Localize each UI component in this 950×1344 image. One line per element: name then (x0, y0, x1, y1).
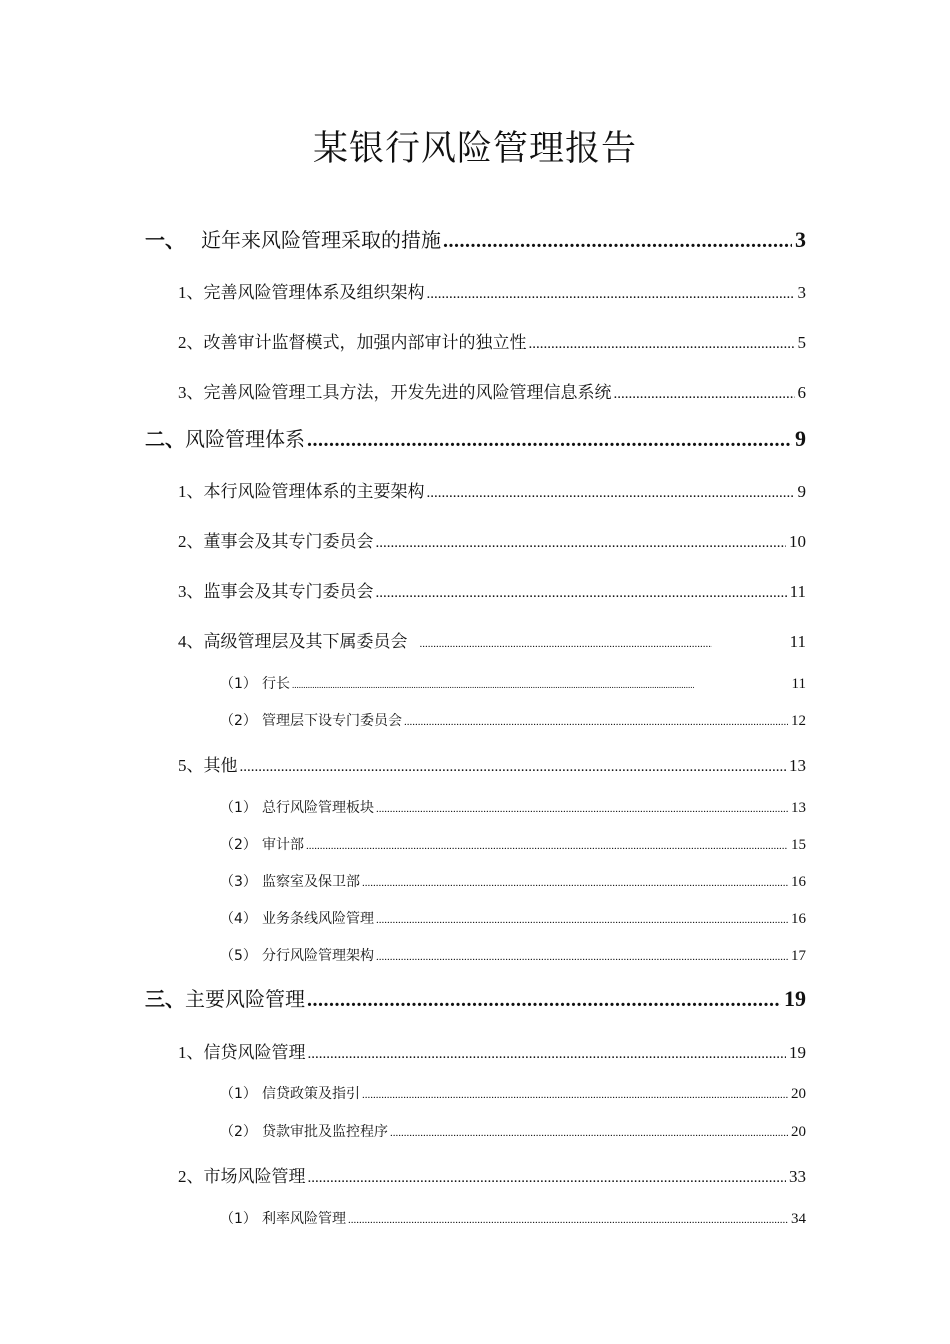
toc-entry-3-1-2[interactable] (220, 1121, 806, 1141)
toc-leader-dots (614, 386, 795, 403)
toc-leader-dots (240, 759, 787, 776)
toc-entry-2[interactable] (145, 423, 806, 452)
toc-leader-dots (376, 914, 788, 926)
toc-leader-dots (427, 485, 795, 502)
toc-entry-label: 董事会及其专门委员会 (203, 532, 374, 552)
toc-leader-dots (427, 286, 795, 303)
toc-entry-label: 行长 (262, 676, 290, 692)
toc-entry-2-5[interactable] (178, 751, 806, 776)
toc-entry-page: 20 (791, 1086, 806, 1102)
toc-entry-3-1-1[interactable] (220, 1083, 806, 1103)
toc-entry-number: （1） (220, 800, 257, 816)
toc-entry-number: 三、 (145, 987, 185, 1011)
toc-entry-page: 16 (791, 911, 806, 927)
toc-entry-2-4-1[interactable] (220, 673, 806, 693)
toc-entry-2-2[interactable] (178, 527, 806, 552)
toc-entry-label: 分行风险管理架构 (262, 948, 374, 964)
toc-entry-number: （3） (220, 874, 257, 890)
toc-leader-dots (376, 585, 787, 602)
toc-entry-page: 19 (789, 1043, 806, 1062)
toc-entry-3[interactable] (145, 983, 806, 1012)
toc-entry-label: 风险管理体系 (185, 427, 305, 451)
toc-entry-3-1[interactable] (178, 1038, 806, 1063)
toc-entry-label: 利率风险管理 (262, 1211, 346, 1227)
toc-leader-dots (376, 951, 788, 963)
toc-entry-page: 5 (797, 333, 806, 352)
toc-entry-2-4-2[interactable] (220, 710, 806, 730)
toc-leader-dots (307, 429, 792, 452)
toc-entry-label: 完善风险管理体系及组织架构 (203, 283, 425, 303)
toc-entry-number: 2、 (178, 1167, 204, 1186)
toc-leader-dots (308, 1046, 787, 1063)
toc-entry-page: 9 (797, 482, 806, 501)
toc-entry-label: 完善风险管理工具方法，开发先进的风险管理信息系统 (203, 383, 612, 403)
toc-leader-dots (348, 1214, 788, 1226)
toc-entry-page: 11 (791, 676, 806, 692)
toc-entry-number: （1） (220, 1086, 257, 1102)
toc-entry-page: 15 (791, 837, 806, 853)
toc-entry-number: 1、 (178, 1043, 204, 1062)
toc-entry-page: 20 (791, 1124, 806, 1140)
toc-entry-2-5-2[interactable] (220, 834, 806, 854)
toc-entry-label: 本行风险管理体系的主要架构 (203, 482, 425, 502)
toc-entry-page: 11 (789, 582, 806, 601)
toc-entry-2-3[interactable] (178, 577, 806, 602)
toc-entry-number: 4、 (178, 632, 204, 651)
toc-entry-label: 主要风险管理 (185, 987, 305, 1011)
toc-entry-1-2[interactable] (178, 328, 806, 353)
toc-entry-label: 改善审计监督模式，加强内部审计的独立性 (203, 333, 527, 353)
toc-entry-page: 6 (797, 383, 806, 402)
toc-entry-number: 3、 (178, 383, 204, 402)
toc-entry-label: 近年来风险管理采取的措施 (201, 228, 441, 252)
toc-entry-2-5-5[interactable] (220, 945, 806, 965)
toc-entry-page: 34 (791, 1211, 806, 1227)
toc-leader-dots (443, 230, 792, 253)
toc-entry-label: 信贷政策及指引 (262, 1086, 360, 1102)
toc-entry-number: （2） (220, 837, 257, 853)
toc-leader-dots (362, 1089, 788, 1101)
toc-entry-label: 监事会及其专门委员会 (203, 582, 374, 602)
toc-entry-number: （5） (220, 948, 257, 964)
toc-entry-page: 13 (791, 800, 806, 816)
toc-leader-dots (529, 336, 795, 353)
toc-entry-2-5-1[interactable] (220, 797, 806, 817)
toc-entry-number: （1） (220, 1211, 257, 1227)
toc-entry-1-1[interactable] (178, 278, 806, 303)
toc-entry-number: 二、 (145, 427, 185, 451)
toc-entry-label: 管理层下设专门委员会 (262, 713, 402, 729)
toc-leader-dots (376, 803, 788, 815)
toc-entry-number: （2） (220, 1124, 257, 1140)
toc-entry-number: 3、 (178, 582, 204, 601)
toc-entry-page: 3 (795, 227, 806, 252)
toc-entry-label: 其他 (203, 756, 238, 776)
toc-entry-page: 9 (795, 426, 806, 451)
toc-entry-2-4[interactable] (178, 627, 806, 652)
toc-entry-page: 12 (791, 713, 806, 729)
toc-entry-page: 16 (791, 874, 806, 890)
toc-leader-dots (308, 1170, 787, 1187)
toc-entry-page: 17 (791, 948, 806, 964)
toc-entry-number: （4） (220, 911, 257, 927)
toc-entry-3-2-1[interactable] (220, 1208, 806, 1228)
toc-leader-dots (390, 1127, 788, 1139)
toc-entry-page: 11 (789, 632, 806, 651)
toc-entry-number: 5、 (178, 756, 204, 775)
toc-leader-dots (404, 716, 788, 728)
toc-entry-1[interactable] (145, 224, 806, 253)
toc-entry-page: 19 (784, 986, 806, 1011)
toc-entry-number: （1） (220, 676, 257, 692)
toc-entry-page: 13 (789, 756, 806, 775)
toc-entry-label: 高级管理层及其下属委员会 (203, 632, 408, 652)
toc-entry-label: 贷款审批及监控程序 (262, 1124, 388, 1140)
toc-entry-3-2[interactable] (178, 1162, 806, 1187)
toc-leader-dots (307, 989, 781, 1012)
toc-entry-2-5-4[interactable] (220, 908, 806, 928)
toc-entry-label: 审计部 (262, 837, 304, 853)
toc-leader-dots (362, 877, 788, 889)
toc-entry-number: 2、 (178, 532, 204, 551)
toc-entry-1-3[interactable] (178, 378, 806, 403)
toc-entry-2-5-3[interactable] (220, 871, 806, 891)
toc-entry-page: 3 (797, 283, 806, 302)
toc-entry-label: 市场风险管理 (203, 1167, 306, 1187)
toc-entry-number: 一、 (145, 228, 185, 252)
toc-entry-page: 10 (789, 532, 806, 551)
toc-leader-dots (292, 680, 694, 690)
toc-entry-number: 1、 (178, 283, 204, 302)
toc-entry-page: 33 (789, 1167, 806, 1186)
toc-entry-2-1[interactable] (178, 477, 806, 502)
toc-entry-label: 业务条线风险管理 (262, 911, 374, 927)
toc-leader-dots (306, 840, 788, 852)
toc-entry-label: 监察室及保卫部 (262, 874, 360, 890)
toc-leader-dots (376, 535, 787, 552)
toc-entry-number: 1、 (178, 482, 204, 501)
document-title: 某银行风险管理报告 (312, 129, 637, 170)
toc-entry-number: （2） (220, 713, 257, 729)
toc-entry-label: 信贷风险管理 (203, 1043, 306, 1063)
toc-entry-number: 2、 (178, 333, 204, 352)
toc-leader-dots (420, 638, 712, 650)
toc-entry-label: 总行风险管理板块 (262, 800, 374, 816)
